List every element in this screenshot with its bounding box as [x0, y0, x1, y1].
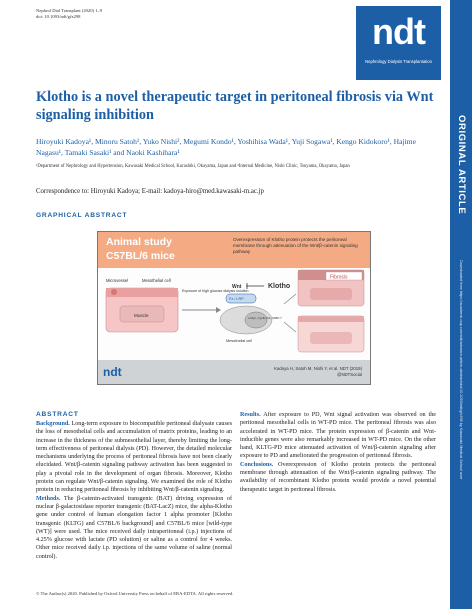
article-type-label: ORIGINAL ARTICLE: [456, 115, 467, 215]
conclusions-text: Overexpression of Klotho protein protects the peritoneal membrane through attenuation of the Wnt/β-catenin signaling pathway. The availability of recombinant Klotho protein would provide a novel potential therapeutic target in peritoneal fibrosis.: [240, 461, 436, 493]
methods-text: The β-catenin-activated transgenic (BAT) driving expression of nuclear β-galactosidase reporter transgenic (BAT-LacZ) mice, the alpha-Klotho gene under control of human elongation factor 1 alpha promoter [Klotho transgenic (KLTG) and C57BL/6 background] and C57BL/6 mice [wild-type (WT)] were used. The mice received daily intraperitoneal (i.p.) injections of 4.25% glucose with lactate (PD solution) or saline as a control for 4 weeks. Other mice received daily i.p. injections of the same volume of saline (normal control).: [36, 495, 232, 560]
ga-label-klotho: Klotho: [268, 283, 291, 290]
ga-overexpression-text: Overexpression of Klotho protein protects the peritoneal membrane through attenuation of the Wnt/β-catenin signaling pathway: [233, 237, 358, 255]
abstract-column-left: [36, 420, 232, 561]
abstract-background: [36, 420, 232, 495]
ga-label-exposure: Exposure of high glucose dialysis solution: [182, 289, 249, 293]
results-text: After exposure to PD, Wnt signal activation was observed on the peritoneal mesothelial cells in WT-PD mice. The peritoneal fibrosis was also accelerated in WT-PD mice. The protein expression of β-catenin and Wnt-inducible genes were also remarkably increased in WT-PD mice. On the other hand, KLTG-PD mice attenuated activation of Wnt/β-catenin signaling after exposure to PD and ameliorated the progression of peritoneal fibrosis.: [240, 412, 436, 460]
ga-footer: [98, 360, 370, 385]
ga-study-line2: C57BL/6 mice: [106, 250, 175, 262]
ga-citation: [274, 366, 362, 378]
ga-label-targets: c-Myc, Cyclin D1, MMP-7: [248, 316, 282, 320]
journal-doi: doi: 10.1093/ndt/gfz298: [36, 14, 81, 20]
ga-label-wnt: Wnt: [232, 284, 242, 290]
author-list: Hiroyuki Kadoya¹, Minoru Satoh¹, Yuko Nishi², Megumi Kondo¹, Yoshihisa Wada¹, Yuji Sogawa¹, Kengo Kidokoro¹, Hajime Nagasu¹, Tamaki Sasaki¹ and Naoki Kashihara¹: [36, 137, 416, 157]
copyright-notice: © The Author(s) 2020. Published by Oxford University Press on behalf of ERA-EDTA. All rights reserved.: [36, 591, 234, 596]
ga-label-muscle: Muscle: [134, 313, 149, 318]
affiliation: ¹Department of Nephrology and Hypertension, Kawasaki Medical School, Kurashiki, Okayama, Japan and ²Internal Medicine, Nishi Clinic, Tsuyama, Okayama, Japan: [36, 164, 350, 169]
abstract-heading: ABSTRACT: [36, 411, 79, 418]
abstract-conclusions: [240, 461, 436, 494]
journal-reference: [36, 8, 176, 21]
journal-logo: [356, 6, 441, 80]
ga-label-microvessel: Microvessel: [106, 278, 129, 283]
normal-tissue: [106, 288, 178, 332]
download-notice: Downloaded from https://academic.oup.com/ndt/advance-article-abstract/doi/10.1093/ndt/gfz298 by Kawasaki Medical School user: [459, 260, 463, 480]
ga-label-mesothelial: Mesothelial cell: [142, 278, 171, 283]
ga-study-line1: Animal study: [106, 236, 172, 248]
correspondence: Correspondence to: Hiroyuki Kadoya; E-mail: kadoya-hiro@med.kawasaki-m.ac.jp: [36, 188, 264, 195]
ga-label-receptor: Fz / LRP: [229, 297, 244, 301]
fibrosis-panels: [284, 270, 364, 352]
graphical-abstract-heading: GRAPHICAL ABSTRACT: [36, 212, 128, 219]
ga-citation-line1: Kadoya H, Satoh M, Nishi Y, et al. NDT (2019): [274, 366, 362, 371]
ga-label-mesothelial-cell: Mesothelial cell: [226, 339, 252, 343]
methods-label: Methods.: [36, 495, 61, 502]
ga-citation-line2: @NDTSocial: [337, 372, 362, 377]
abstract-column-right: [240, 411, 436, 494]
background-text: Long-term exposure to biocompatible peritoneal dialysate causes the loss of mesothelial cells and accumulation of matrix proteins, leading to an increase in the thickness of the submesothelial layer, thereby limiting the long-term effectiveness of peritoneal dialysis (PD). However, the detailed molecular mechanisms underlying the process of peritoneal fibrosis have not been clearly elucidated. Wnt/β-catenin signaling pathway activation has been suggested to play a pivotal role in the development of organ fibrosis. Moreover, Klotho protein can regulate Wnt/β-catenin signaling. We examined the role of Klotho protein in reducing peritoneal fibrosis by inhibiting Wnt/β-catenin signaling.: [36, 421, 232, 494]
results-label: Results.: [240, 412, 261, 418]
graphical-abstract-figure: [97, 231, 371, 385]
abstract-results: [240, 411, 436, 461]
ga-label-fibrosis: Fibrosis: [330, 274, 348, 281]
logo-text: ndt: [372, 11, 425, 52]
ga-diagram: [98, 268, 371, 360]
conclusions-label: Conclusions.: [240, 461, 274, 468]
abstract-methods: [36, 495, 232, 561]
ga-header: [98, 232, 370, 268]
ga-footer-logo: ndt: [103, 365, 122, 379]
ga-study-label: [106, 235, 226, 263]
journal-citation: Nephrol Dial Transplant (2020) 1–9: [36, 8, 103, 13]
logo-subtitle: Nephrology Dialysis Transplantation: [365, 59, 432, 64]
article-title: Klotho is a novel therapeutic target in peritoneal fibrosis via Wnt signaling inhibition: [36, 89, 434, 123]
background-label: Background.: [36, 421, 70, 427]
